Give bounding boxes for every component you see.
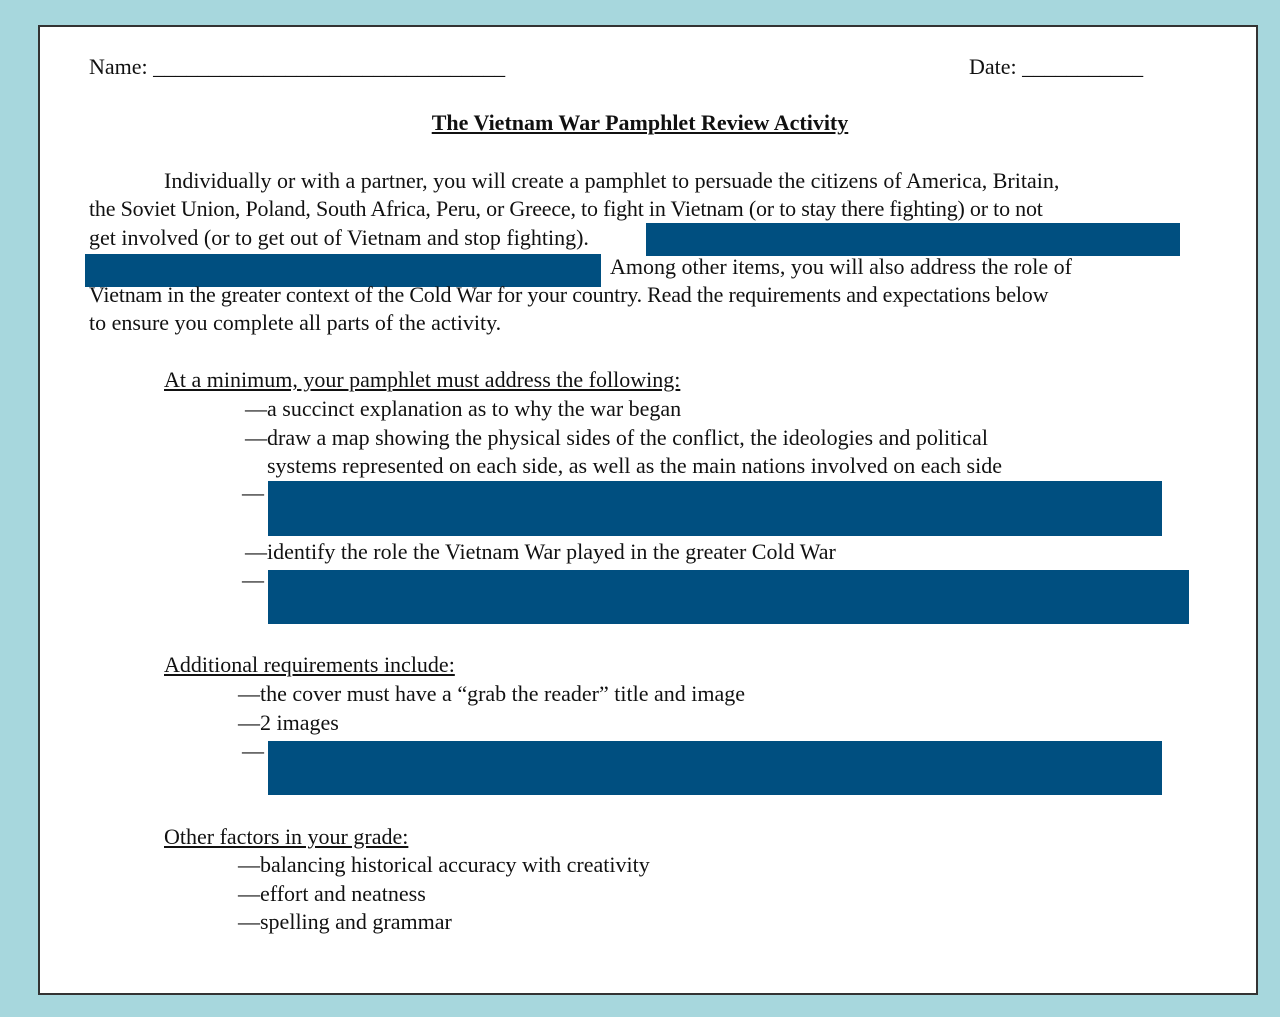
redaction-box xyxy=(646,223,1180,256)
intro-line-6: to ensure you complete all parts of the activity. xyxy=(89,310,502,335)
list-item-continued: systems represented on each side, as well as the main nations involved on each side xyxy=(267,453,1002,478)
minimum-heading: At a minimum, your pamphlet must address the following: xyxy=(164,367,681,392)
list-item: —the cover must have a “grab the reader” title and image xyxy=(238,681,745,706)
list-item: —effort and neatness xyxy=(238,881,426,906)
intro-line-5: Vietnam in the greater context of the Cold War for your country. Read the requirements and expectations below xyxy=(89,282,1049,307)
intro-line-4: Among other items, you will also address the role of xyxy=(610,254,1072,279)
name-field-label: Name: ________________________________ xyxy=(89,54,506,79)
intro-line-3: get involved (or to get out of Vietnam and stop fighting). xyxy=(89,225,589,250)
list-item: —2 images xyxy=(238,710,339,735)
intro-line-1: Individually or with a partner, you will create a pamphlet to persuade the citizens of America, Britain, xyxy=(164,168,1060,193)
redaction-box xyxy=(268,481,1162,536)
other-heading: Other factors in your grade: xyxy=(164,824,409,849)
dash: — xyxy=(242,567,264,592)
dash: — xyxy=(242,480,264,505)
list-item: —spelling and grammar xyxy=(238,909,452,934)
list-item: —identify the role the Vietnam War played in the greater Cold War xyxy=(245,539,836,564)
redaction-box xyxy=(268,570,1189,624)
list-item: —balancing historical accuracy with creativity xyxy=(238,852,650,877)
list-item: —a succinct explanation as to why the war began xyxy=(245,396,682,421)
date-field-label: Date: ___________ xyxy=(969,54,1144,79)
dash: — xyxy=(242,738,264,763)
additional-heading: Additional requirements include: xyxy=(164,652,455,677)
list-item: —draw a map showing the physical sides of the conflict, the ideologies and political xyxy=(245,425,988,450)
intro-line-2: the Soviet Union, Poland, South Africa, Peru, or Greece, to fight in Vietnam (or to stay there fighting) or to not xyxy=(89,196,1043,221)
document-title: The Vietnam War Pamphlet Review Activity xyxy=(431,110,849,135)
redaction-box xyxy=(268,741,1162,795)
